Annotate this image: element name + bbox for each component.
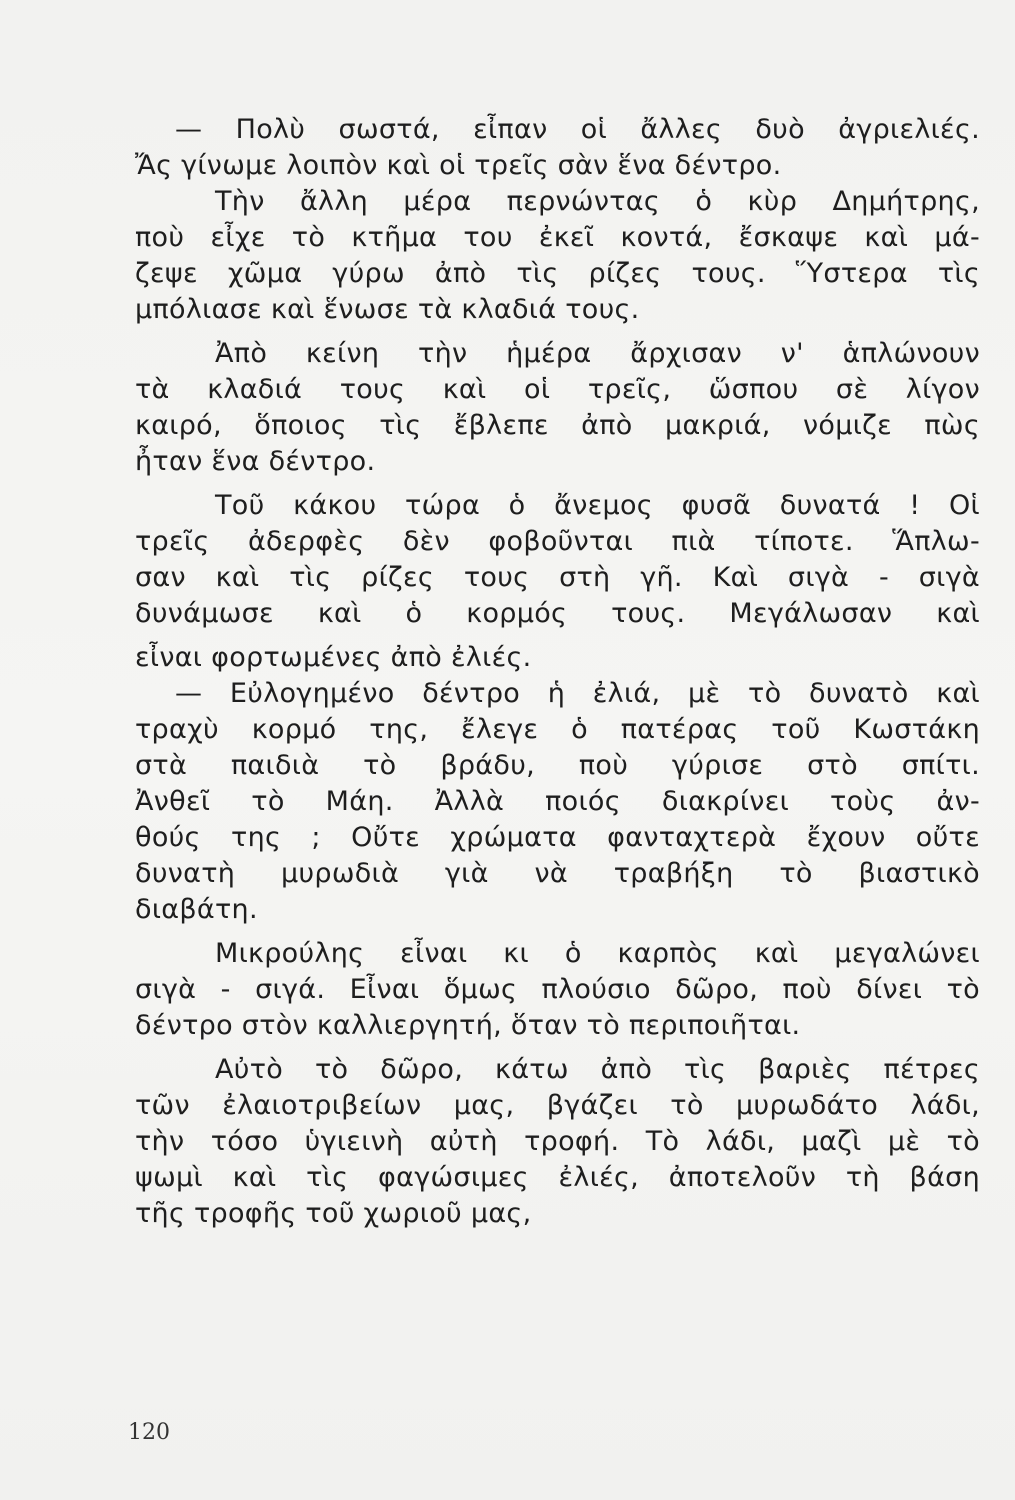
text-line: ζεψε χῶμα γύρω ἀπὸ τὶς ρίζες τους. Ὕστερα τὶς	[135, 258, 980, 289]
text-line: δέντρο στὸν καλλιεργητή, ὅταν τὸ περιποιῆται.	[135, 1010, 801, 1041]
text-line: τῆς τροφῆς τοῦ χωριοῦ μας,	[135, 1198, 532, 1229]
paragraph-gap	[135, 480, 980, 488]
text-line: ποὺ εἶχε τὸ κτῆμα του ἐκεῖ κοντά, ἔσκαψε καὶ μά-	[135, 222, 980, 253]
page-number: 120	[128, 1420, 170, 1445]
text-line: τρεῖς ἀδερφὲς δὲν φοβοῦνται πιὰ τίποτε. Ἅπλω-	[135, 526, 980, 557]
text-line: τραχὺ κορμό της, ἔλεγε ὁ πατέρας τοῦ Κωστάκη	[135, 714, 980, 745]
text-line: — Πολὺ σωστά, εἶπαν οἱ ἄλλες δυὸ ἀγριελιές.	[175, 114, 980, 145]
text-line: στὰ παιδιὰ τὸ βράδυ, ποὺ γύρισε στὸ σπίτι.	[135, 750, 980, 781]
text-line: Αὐτὸ τὸ δῶρο, κάτω ἀπὸ τὶς βαριὲς πέτρες	[215, 1054, 980, 1085]
text-line: Ἀνθεῖ τὸ Μάη. Ἀλλὰ ποιός διακρίνει τοὺς ἀν-	[135, 786, 980, 817]
text-line: ψωμὶ καὶ τὶς φαγώσιμες ἐλιές, ἀποτελοῦν τὴ βάση	[135, 1162, 980, 1193]
paragraph-gap	[135, 928, 980, 936]
text-line: τῶν ἐλαιοτριβείων μας, βγάζει τὸ μυρωδάτο λάδι,	[135, 1090, 980, 1121]
text-line: δυνατὴ μυρωδιὰ γιὰ νὰ τραβήξη τὸ βιαστικὸ	[135, 858, 980, 889]
text-line: καιρό, ὅποιος τὶς ἔβλεπε ἀπὸ μακριά, νόμιζε πὼς	[135, 410, 980, 441]
text-line: Τὴν ἄλλη μέρα περνώντας ὁ κὺρ Δημήτρης,	[215, 186, 980, 217]
text-line: διαβάτη.	[135, 894, 258, 925]
text-line: θούς της ; Οὔτε χρώματα φανταχτερὰ ἔχουν οὔτε	[135, 822, 980, 853]
text-line: τὴν τόσο ὑγιεινὴ αὐτὴ τροφή. Τὸ λάδι, μαζὶ μὲ τὸ	[135, 1126, 980, 1157]
paragraph-gap	[135, 328, 980, 336]
text-line: σιγὰ - σιγά. Εἶναι ὅμως πλούσιο δῶρο, ποὺ δίνει τὸ	[135, 974, 980, 1005]
text-line: Ἀπὸ κείνη τὴν ἡμέρα ἄρχισαν ν' ἁπλώνουν	[215, 338, 980, 369]
text-line: Μικρούλης εἶναι κι ὁ καρπὸς καὶ μεγαλώνει	[215, 938, 980, 969]
text-line: Τοῦ κάκου τώρα ὁ ἄνεμος φυσᾶ δυνατά ! Οἱ	[215, 490, 980, 521]
paragraph-gap	[135, 632, 980, 640]
text-line: δυνάμωσε καὶ ὁ κορμός τους. Μεγάλωσαν καὶ	[135, 598, 980, 629]
text-line: σαν καὶ τὶς ρίζες τους στὴ γῆ. Καὶ σιγὰ - σιγὰ	[135, 562, 980, 593]
text-line: ἦταν ἕνα δέντρο.	[135, 446, 376, 477]
body-text	[135, 112, 980, 1232]
text-line: Ἄς γίνωμε λοιπὸν καὶ οἱ τρεῖς σὰν ἕνα δέντρο.	[135, 150, 782, 181]
paragraph-gap	[135, 1044, 980, 1052]
text-line: — Εὐλογημένο δέντρο ἡ ἐλιά, μὲ τὸ δυνατὸ καὶ	[175, 678, 980, 709]
text-line: μπόλιασε καὶ ἕνωσε τὰ κλαδιά τους.	[135, 294, 640, 325]
text-line: εἶναι φορτωμένες ἀπὸ ἐλιές.	[135, 642, 532, 673]
text-line: τὰ κλαδιά τους καὶ οἱ τρεῖς, ὥσπου σὲ λίγον	[135, 374, 980, 405]
